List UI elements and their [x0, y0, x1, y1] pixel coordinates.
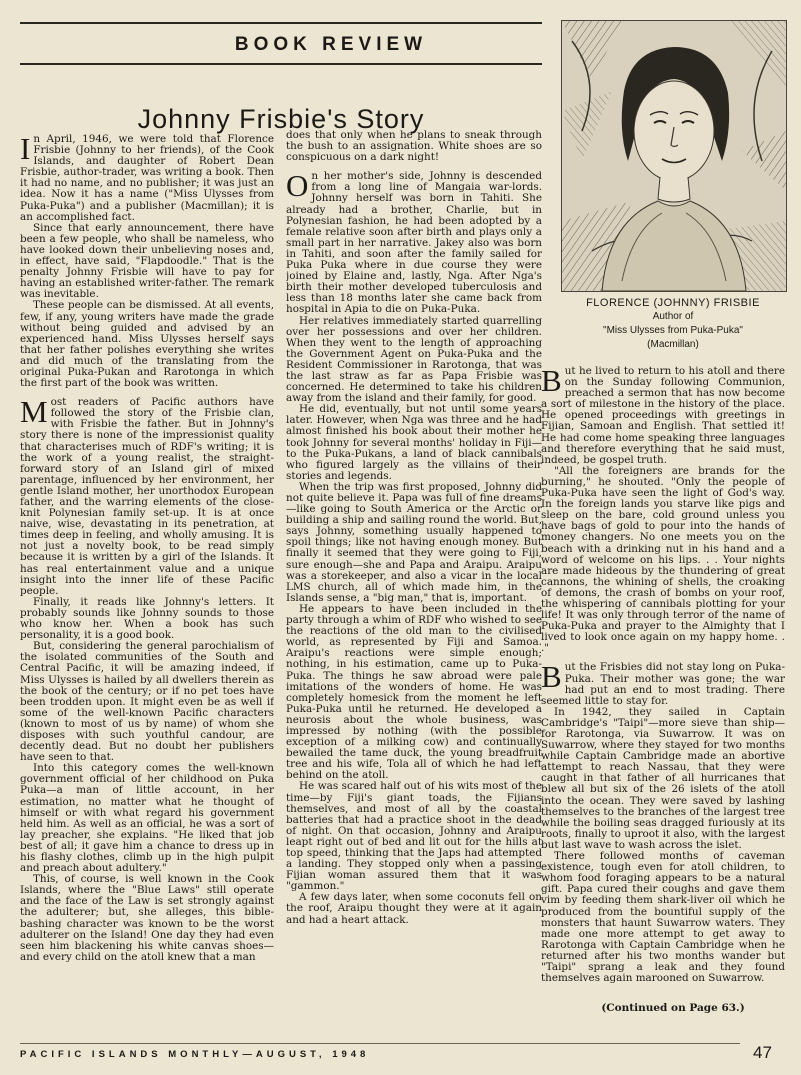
paragraph: This, of course, is well known in the Cook Islands, where the "Blue Laws" still operate and the face of the Law is set strongly against the adulterer; but, she alleges, this bible-bashing character was known to be the worst adulterer on the Island! One day they had even seen him blackening his white canvas shoes—and every child on the atoll knew that a man: [20, 873, 274, 963]
section-heading: BOOK REVIEW: [234, 34, 428, 55]
paragraph: But the Frisbies did not stay long on Puka-Puka. Their mother was gone; the war had put an end to most trading. There seemed little to stay for.: [541, 659, 785, 707]
article-column-1: [20, 130, 274, 1050]
paragraph: These people can be dismissed. At all events, few, if any, young writers have made the grade without being guided and advised by an experienced hand. Miss Ulysses herself says that her father polishes everything she writes and did much of the translating from the original Puka-Pukan and Rarotonga in which the first part of the book was written.: [20, 299, 274, 390]
caption-author-name: FLORENCE (JOHNNY) FRISBIE: [586, 297, 760, 309]
paragraph: In 1942, they sailed in Captain Cambridge's "Taipi"—more sieve than ship—for Rarotonga, via Suwarrow. It was on Suwarrow, where they stayed for two months while Captain Cambridge made an abortive attempt to reach Nassau, that they were caught in that father of all hurricanes that blew all but six of the 26 islets of the atoll into the ocean. They were saved by lashing themselves to the branches of the largest tree while the boiling seas dragged furiously at its roots, finally to uproot it also, with the largest but last wave to wash across the islet.: [541, 705, 785, 851]
header-rule-bottom: [20, 63, 542, 65]
paragraph: He did, eventually, but not until some years later. However, when Nga was three and he had almost finished his book about their mother he took Johnny for several months' holiday in Fiji—to the Puka-Pukans, a land of black cannibals who figured largely as the villains of their stories and legends.: [286, 403, 542, 482]
author-portrait: [561, 20, 787, 292]
continued-note: (Continued on Page 63.): [601, 1002, 745, 1014]
paragraph: When the trip was first proposed, Johnny did not quite believe it. Papa was full of fine dreams—like going to South America or the Arctic or building a ship and sailing round the world. But, says Johnny, something usually happened to spoil things; like not having enough money. But finally it seemed that they were going to Fiji, sure enough—she and Papa and Araipu. Araipu was a storekeeper, and also a vicar in the local LMS church, all of which made him, in the Islands sense, a "big man," that is, important.: [286, 480, 542, 604]
page-number: 47: [753, 1043, 772, 1062]
article-column-2: [286, 130, 542, 1050]
paragraph: Since that early announcement, there have been a few people, who shall be nameless, who have looked down their unbelieving noses and, in effect, have said, "Flapdoodle." That is the penalty Johnny Frisbie will have to pay for having an established writer-father. The remark was inevitable.: [20, 221, 274, 301]
paragraph: But, considering the general parochialism of the isolated communities of the South and Central Pacific, it will be amazing indeed, if Miss Ulysses is hailed by all dwellers therein as the book of the century; or if no pet toes have been trodden upon. It might even be as well if some of the well-known Pacific characters (known to most of us by name) of whom she disposes with such youthful candour, are decently dead. But no doubt her publishers have seen to that.: [20, 640, 274, 764]
caption-publisher: (Macmillan): [647, 339, 699, 350]
caption-book-title: "Miss Ulysses from Puka-Puka": [603, 325, 743, 336]
paragraph: Finally, it reads like Johnny's letters. It probably sounds like Johnny sounds to those who know her. When a book has such personality, it is a good book.: [20, 595, 274, 642]
paragraph: On her mother's side, Johnny is descended from a long line of Mangaia war-lords. Johnny herself was born in Tahiti. She already had a brother, Charlie, but in Polynesian fashion, he had been adopted by a female relative soon after birth and plays only a small part in her narrative. Jakey also was born in Tahiti, and soon after the family sailed for Puka Puka where in due course they were joined by Elaine and, lastly, Nga. After Nga's birth their mother developed tuberculosis and less than 18 months later she came back from hospital in Apia to die on Puka-Puka.: [286, 168, 542, 316]
caption-author-of: Author of: [652, 311, 694, 322]
paragraph: In April, 1946, we were told that Florence Frisbie (Johnny to her friends), of the Cook Islands, and daughter of Robert Dean Frisbie, author-trader, was writing a book. Then it had no name, and no publisher; it was just an idea. Now it has a name ("Miss Ulysses from Puka-Puka") and a publisher (Macmillan); it is an accomplished fact.: [20, 131, 274, 223]
paragraph: Most readers of Pacific authors have followed the story of the Frisbie clan, with Frisbie the father. But in Johnny's story there is none of the impressionist quality that characterises much of RDF's writing; it is the work of a young realist, the straight-forward story of an Island girl of mixed parentage, influenced by her environment, her gentle Island mother, her unorthodox European father, and the warring elements of the close-knit Polynesian family set-up. It is at once naive, wise, devastating in its penetration, at times deep in feeling, and wholly amusing. It is not just a novelty book, to be read simply because it is written by a girl of the Islands. It has real entertainment value and a unique insight into the inner life of these Pacific people.: [20, 394, 274, 597]
paragraph: He appears to have been included in the party through a whim of RDF who wished to see the reactions of the old man to the civilised world, as represented by Fiji and Samoa. Araipu's reactions were simple enough; nothing, in his estimation, came up to Puka-Puka. The things he saw abroad were pale imitations of the wonders of home. He was completely homesick from the moment he left Puka-Puka until he returned. He developed a neurosis about the whole business, was impressed by nothing (with the possible exception of a milking cow) and continually bewailed the tame duck, the young breadfruit tree and his wife, Tola all of which he had left behind on the atoll.: [286, 602, 542, 782]
paragraph: "All the foreigners are brands for the burning," he shouted. "Only the people of Puka-Puka have seen the light of God's way. In the foreign lands you starve like pigs and sleep on the bare, cold ground unless you have bags of gold to pour into the hands of money changers. No one meets you on the beach with a drinking nut in his hand and a word of welcome on his lips. . . Your nights are made hideous by the thundering of great cannons, the whining of shells, the croaking of demons, the crash of bombs on your roof, the whispering of cannibals plotting for your life! It was only through terror of the name of Puka-Puka and prayer to the Almighty that I lived to look once again on my happy home. . .": [541, 464, 785, 655]
portrait-illustration: [562, 21, 786, 291]
paragraph: A few days later, when some coconuts fell on the roof, Araipu thought they were at it again and had a heart attack.: [286, 891, 542, 926]
header-rule-top: [20, 22, 542, 24]
paragraph: There followed months of caveman existence, tough even for atoll children, to whom food foraging appears to be a natural gift. Papa cured their coughs and gave them vim by feeding them shark-liver oil which he produced from the bountiful supply of the monsters that haunt Suwarrow waters. They made one more attempt to get away to Rarotonga with Captain Cambridge when he returned after his two months wander but "Taipi" sprang a leak and they found themselves again marooned on Suwarrow.: [541, 850, 785, 985]
paragraph: Her relatives immediately started quarrelling over her possessions and over her children. When they went to the length of approaching the Government Agent on Puka-Puka and the Resident Commissioner in Rarotonga, that was the last straw as far as Papa Frisbie was concerned. He determined to take his children away from the island and their family, for good.: [286, 314, 542, 405]
footer-rule: [20, 1043, 740, 1044]
paragraph: Into this category comes the well-known government official of her childhood on Puka Puka—a man of little account, in her estimation, no matter what he thought of himself or with what regard his government held him. As well as an official, he was a sort of lay preacher, she explains. "He liked that job best of all; it gave him a chance to dress up in his flashy clothes, climb up in the high pulpit and preach about adultery.": [20, 762, 274, 875]
paragraph: does that only when he plans to sneak through the bush to an assignation. White shoes are so conspicuous on a dark night!: [286, 130, 542, 164]
paragraph: But he lived to return to his atoll and there on the Sunday following Communion, preached a sermon that has now become a sort of milestone in the history of the place. He opened proceedings with greetings in Fijian, Samoan and English. That settled it! He had come home speaking three languages and therefore everything that he said must, indeed, be gospel truth.: [541, 363, 785, 466]
article-column-3: [541, 362, 785, 1002]
paragraph: He was scared half out of his wits most of the time—by Fiji's giant toads, the Fijians themselves, and most of all by the coastal batteries that had a practice shoot in the dead of night. On that occasion, Johnny and Araipu leapt right out of bed and lit out for the hills at top speed, thinking that the Japs had attempted a landing. They stopped only when a passing Fijian woman assured them that it was "gammon.": [286, 780, 542, 893]
article-title: Johnny Frisbie's Story: [137, 104, 425, 135]
portrait-caption: [561, 296, 785, 352]
footer-publication-line: PACIFIC ISLANDS MONTHLY—AUGUST, 1948: [20, 1049, 370, 1060]
